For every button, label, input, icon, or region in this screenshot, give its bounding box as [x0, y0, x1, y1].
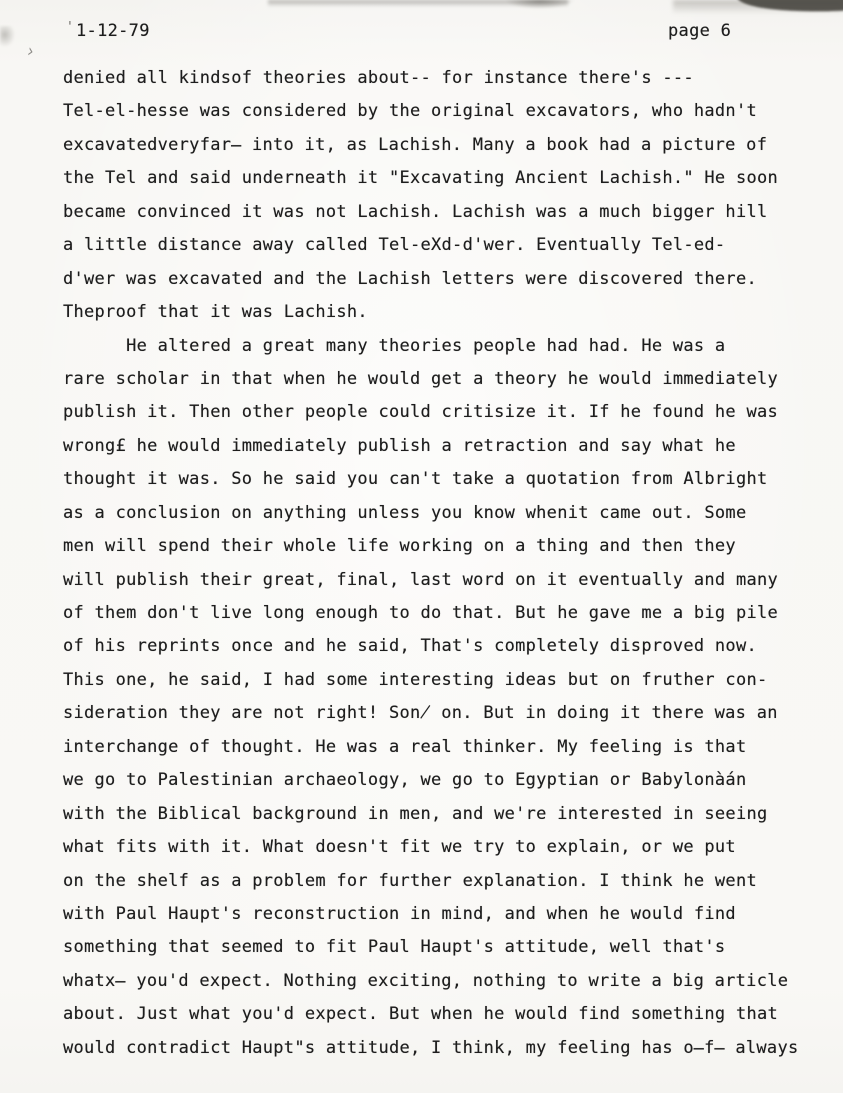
text-line: a little distance away called Tel-eXd-d'wer. Eventually Tel-ed-: [63, 235, 726, 256]
text-line: became convinced it was not Lachish. Lachish was a much bigger hill: [63, 201, 768, 222]
text-line: with Paul Haupt's reconstruction in mind, and when he would find: [63, 903, 736, 924]
text-line: d'wer was excavated and the Lachish letters were discovered there.: [63, 268, 757, 289]
text-line: excavatedveryfar̶ into it, as Lachish. Many a book had a picture of: [63, 134, 768, 155]
text-line: will publish their great, final, last word on it eventually and many: [63, 569, 779, 590]
page-number-label: page 6: [668, 21, 732, 41]
text-line: on the shelf as a problem for further explanation. I think he went: [63, 870, 757, 891]
text-line: interchange of thought. He was a real thinker. My feeling is that: [63, 736, 747, 757]
text-line: the Tel and said underneath it "Excavating Ancient Lachish." He soon: [63, 168, 779, 189]
text-line: as a conclusion on anything unless you know whenit came out. Some: [63, 502, 747, 523]
text-line: sideration they are not right! Son̸ on. But in doing it there was an: [63, 703, 778, 724]
text-line: This one, he said, I had some interesting ideas but on fruther con-: [63, 669, 768, 690]
scan-smudge-spot: [505, 0, 575, 9]
text-line: about. Just what you'd expect. But when he would find something that: [63, 1004, 779, 1025]
document-date: 1-12-79: [76, 21, 150, 41]
text-line: wrong£ he would immediately publish a retraction and say what he: [63, 435, 736, 456]
text-line: of them don't live long enough to do that. But he gave me a big pile: [63, 603, 779, 623]
stray-tick-mark: ': [66, 20, 74, 35]
text-line: thought it was. So he said you can't take a quotation from Albright: [63, 469, 768, 490]
text-line: whatx̶ you'd expect. Nothing exciting, nothing to write a big article: [63, 970, 789, 991]
typewritten-body: [63, 62, 823, 1065]
text-line: men will spend their whole life working on a thing and then they: [63, 536, 736, 557]
text-line: of his reprints once and he said, That's completely disproved now.: [63, 636, 757, 657]
handwritten-margin-mark: ›: [23, 39, 38, 63]
text-line: publish it. Then other people could critisize it. If he found he was: [63, 402, 779, 423]
text-line: with the Biblical background in men, and we're interested in seeing: [63, 803, 768, 824]
text-line: He altered a great many theories people had had. He was a: [63, 335, 726, 356]
text-line: denied all kindsof theories about-- for instance there's ---: [63, 68, 694, 88]
scan-speck-left: [0, 26, 16, 48]
text-line: we go to Palestinian archaeology, we go to Egyptian or Babylonàán: [63, 770, 747, 791]
text-line: Theproof that it was Lachish.: [63, 302, 368, 323]
text-line: rare scholar in that when he would get a theory he would immediately: [63, 368, 779, 389]
text-line: what fits with it. What doesn't fit we try to explain, or we put: [63, 837, 736, 858]
text-line: would contradict Haupt"s attitude, I think, my feeling has o̶f̶ always: [63, 1037, 799, 1058]
text-line: something that seemed to fit Paul Haupt's attitude, well that's: [63, 937, 726, 958]
text-line: Tel-el-hesse was considered by the original excavators, who hadn't: [63, 101, 757, 122]
